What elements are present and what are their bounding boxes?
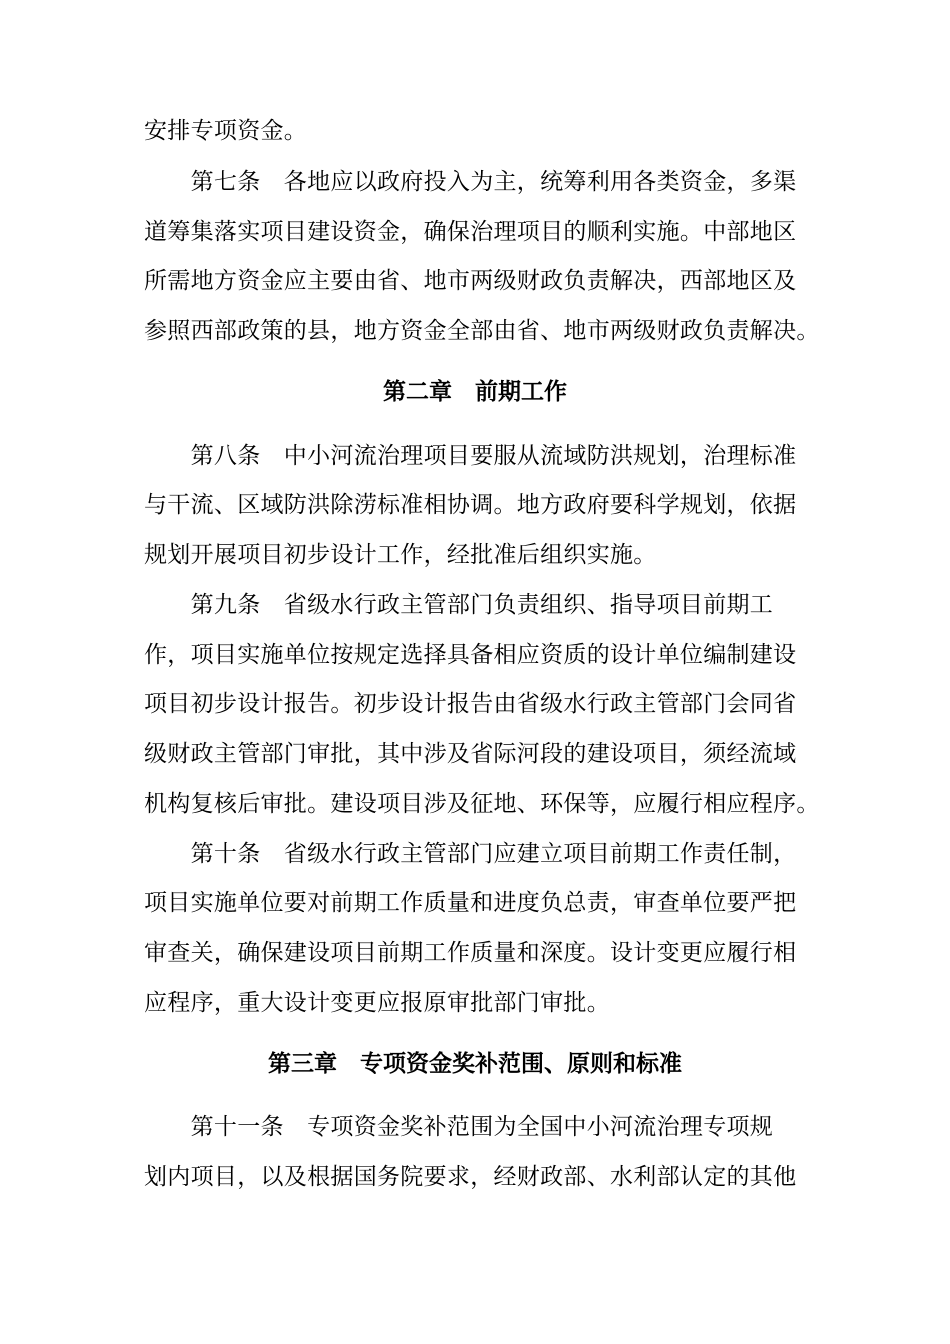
paragraph-line: 应程序，重大设计变更应报原审批部门审批。 bbox=[144, 990, 610, 1016]
paragraph-line: 作，项目实施单位按规定选择具备相应资质的设计单位编制建设 bbox=[144, 642, 797, 668]
article-8-line: 第八条 中小河流治理项目要服从流域防洪规划，治理标准 bbox=[144, 443, 797, 469]
paragraph-line: 项目初步设计报告。初步设计报告由省级水行政主管部门会同省 bbox=[144, 691, 797, 717]
chapter-2-heading: 第二章 前期工作 bbox=[383, 379, 567, 405]
chapter-3-heading: 第三章 专项资金奖补范围、原则和标准 bbox=[268, 1051, 682, 1077]
paragraph-line: 审查关，确保建设项目前期工作质量和深度。设计变更应履行相 bbox=[144, 940, 797, 966]
article-11-line: 第十一条 专项资金奖补范围为全国中小河流治理专项规 bbox=[144, 1114, 774, 1140]
paragraph-line: 项目实施单位要对前期工作质量和进度负总责，审查单位要严把 bbox=[144, 890, 797, 916]
paragraph-line: 所需地方资金应主要由省、地市两级财政负责解决，西部地区及 bbox=[144, 268, 797, 294]
paragraph-line: 划内项目，以及根据国务院要求，经财政部、水利部认定的其他 bbox=[144, 1164, 797, 1190]
paragraph-line: 级财政主管部门审批，其中涉及省际河段的建设项目，须经流域 bbox=[144, 741, 797, 767]
paragraph-line: 道筹集落实项目建设资金，确保治理项目的顺利实施。中部地区 bbox=[144, 219, 797, 245]
article-10-line: 第十条 省级水行政主管部门应建立项目前期工作责任制， bbox=[144, 841, 797, 867]
paragraph-line: 规划开展项目初步设计工作，经批准后组织实施。 bbox=[144, 542, 657, 568]
article-7-line: 第七条 各地应以政府投入为主，统筹利用各类资金，多渠 bbox=[144, 169, 797, 195]
article-9-line: 第九条 省级水行政主管部门负责组织、指导项目前期工 bbox=[144, 592, 774, 618]
paragraph-line: 安排专项资金。 bbox=[144, 118, 308, 144]
paragraph-line: 机构复核后审批。建设项目涉及征地、环保等，应履行相应程序。 bbox=[144, 791, 820, 817]
paragraph-line: 参照西部政策的县，地方资金全部由省、地市两级财政负责解决。 bbox=[144, 318, 820, 344]
paragraph-line: 与干流、区域防洪除涝标准相协调。地方政府要科学规划，依据 bbox=[144, 492, 797, 518]
